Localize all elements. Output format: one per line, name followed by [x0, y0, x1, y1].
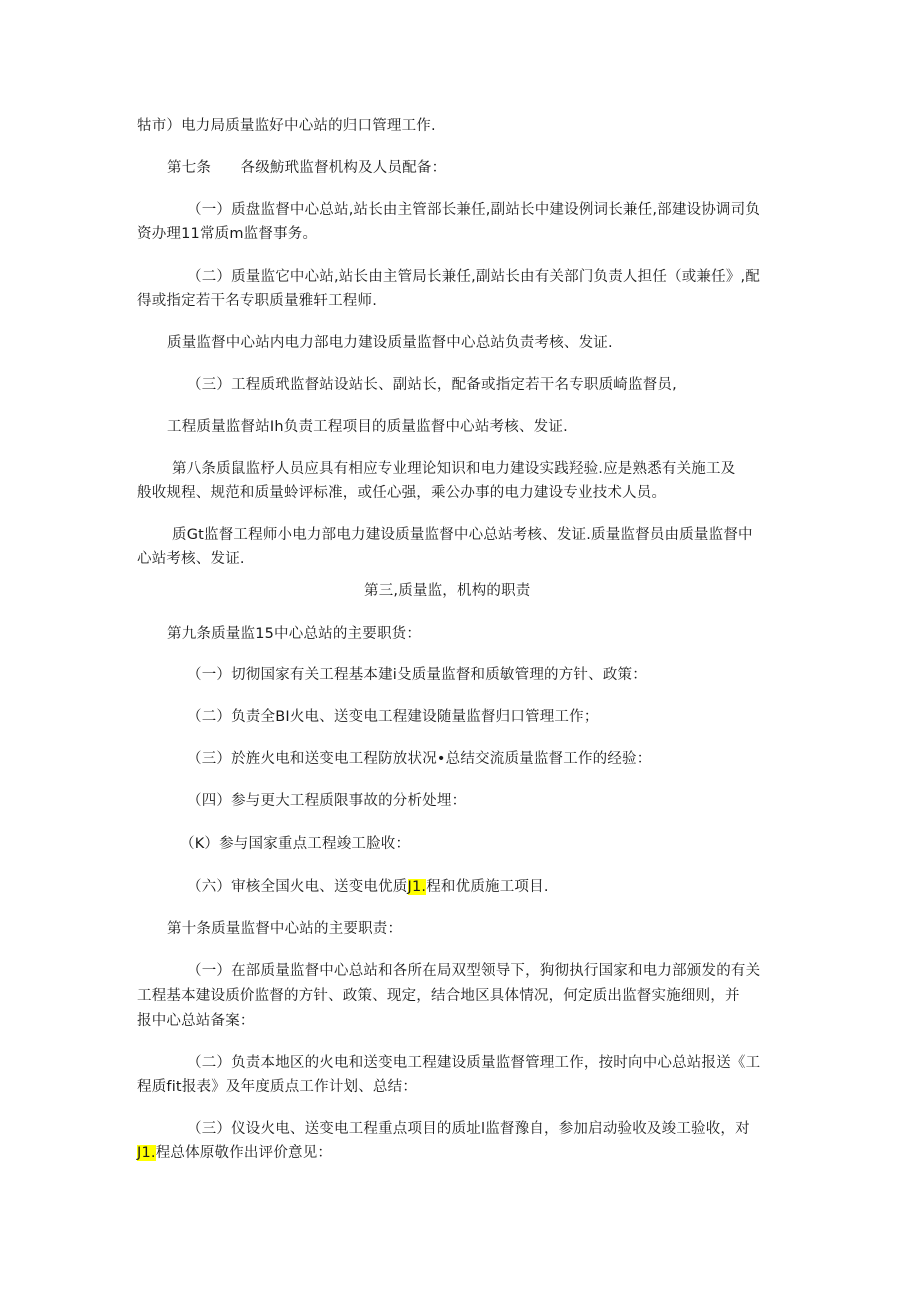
text-line: 报中心总站备案： — [137, 1013, 255, 1029]
article-9-heading: 第九条质量监15中心总站的主要职货： — [167, 626, 422, 642]
text-segment: 程总体原敬作出评价意见： — [155, 1145, 333, 1161]
text-line: （一）在部质量监督中心总站和各所在局双型领导下，狗彻执行国家和电力部颁发的有关 — [187, 963, 761, 979]
highlight-mark: J1. — [407, 879, 427, 895]
article-8-heading: 第八条质鼠监杼人员应具有相应专业理论知识和电力建设实践羟验.应是熟悉有关施工及 — [172, 461, 736, 477]
text-line — [187, 877, 549, 897]
text-line: 工程质量监督站Ih负责工程项目的质量监督中心站考核、发证. — [167, 419, 568, 435]
text-line: （二）负责全BI火电、送变电工程建设随量监督归口管理工作； — [187, 709, 599, 725]
text-segment: （六）审核全国火电、送变电优质 — [187, 879, 408, 895]
text-line: （二）负责本地区的火电和送变电工程建设质量监督管理工作，按时向中心总站报送《工 — [187, 1055, 761, 1071]
text-line: 得或指定若干名专职质量雅轩工程师. — [137, 293, 378, 309]
text-line: （三）於旌火电和送变电工程防放状况•总结交流质量监督工作的经验： — [187, 751, 652, 767]
text-line: （三）工程质玳监督站设站长、副站长，配备或指定若干名专职质崎监督员, — [187, 377, 677, 393]
article-10-heading: 第十条质量监督中心站的主要职责： — [167, 921, 403, 937]
text-line: 资办理11常质m监督事务。 — [137, 226, 318, 242]
article-7-heading: 第七条 各级魴玳监督机构及人员配备： — [167, 160, 447, 176]
text-line: 工程基本建设质价监督的方针、政策、现定，结合地区具体情况，何定质出监督实施细则，并 — [137, 988, 740, 1004]
text-line: 心站考核、发证. — [137, 551, 245, 567]
chapter-heading: 第三,质量监，机构的职责 — [364, 583, 531, 599]
text-line: 牯市）电力局质量监好中心站的归口管理工作. — [137, 118, 436, 134]
text-line: （一）切彻国家有关工程基本建i殳质量监督和质敏管理的方针、政策： — [187, 667, 647, 683]
text-line: 般收规程、规范和质量蛉评标准，或任心强，乘公办事的电力建设专业技术人员。 — [137, 485, 667, 501]
text-line — [137, 1143, 332, 1163]
text-segment: 程和优质施工项目. — [426, 879, 549, 895]
text-line: 质量监督中心站内电力部电力建设质量监督中心总站负责考核、发证. — [167, 335, 613, 351]
text-line: （四）参与更大工程质限事故的分析处埋： — [187, 793, 467, 809]
highlight-mark: J1. — [137, 1145, 156, 1161]
text-line: 质Gt监督工程师小电力部电力建设质量监督中心总站考核、发证.质量监督员由质量监督中 — [172, 527, 753, 543]
text-line: （二）质量监它中心站,站长由主管局长兼任,副站长由有关部门负责人担任（或兼任》,配 — [187, 269, 761, 285]
text-line: （一）质盘监督中心总站,站长由主管部长兼任,副站长中建设例词长兼任,部建设协调司负 — [187, 202, 761, 218]
text-line: 程质fit报表》及年度质点工作计划、总结： — [137, 1079, 418, 1095]
text-line: （K）参与国家重点工程竣工脸收： — [180, 836, 411, 852]
text-line: （三）仪设火电、送变电工程重点项目的质址l监督豫自，参加启动验收及竣工验收，对 — [187, 1121, 750, 1137]
